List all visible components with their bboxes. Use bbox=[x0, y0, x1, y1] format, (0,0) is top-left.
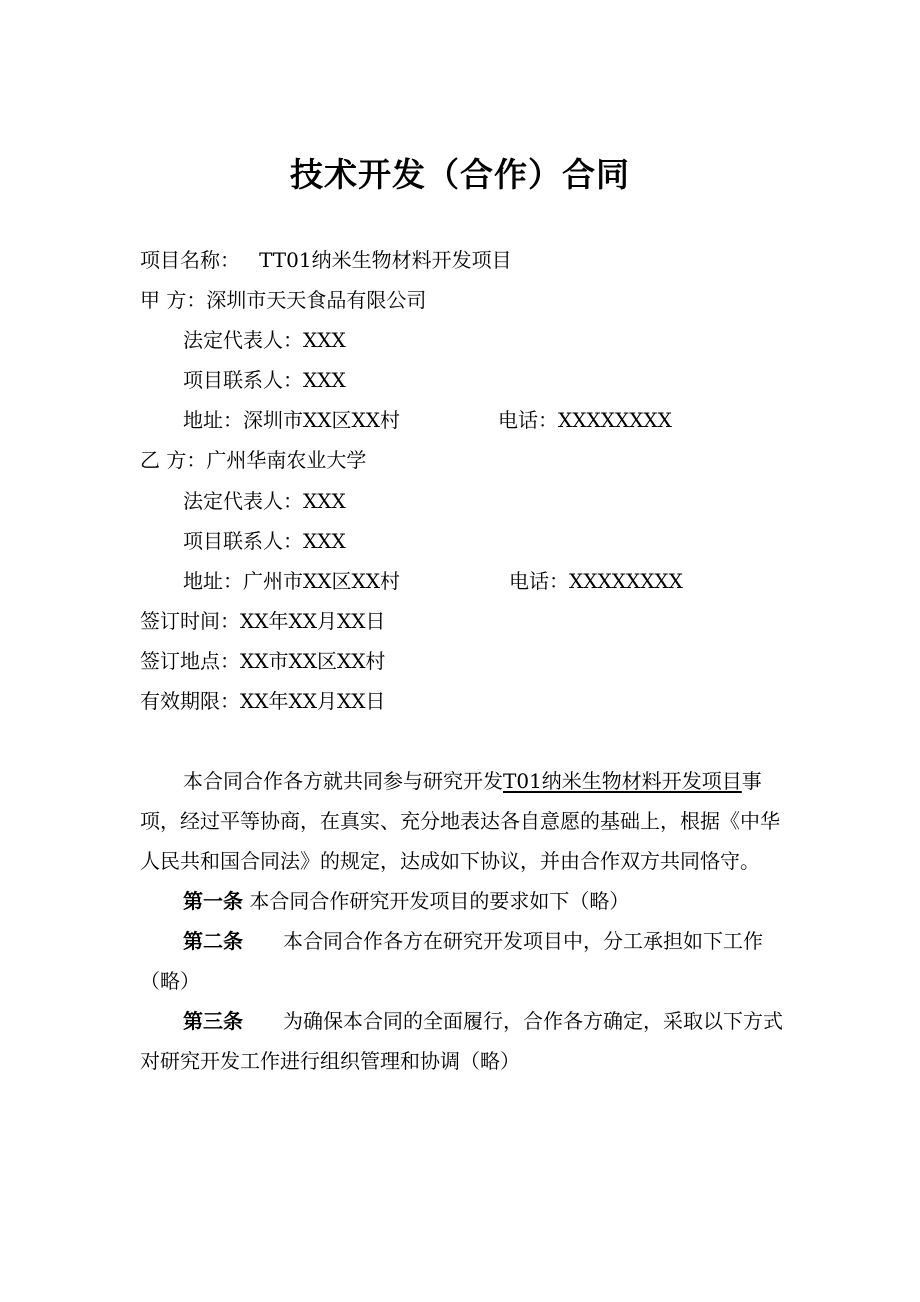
party-b-contact: 项目联系人：XXX bbox=[183, 529, 346, 553]
party-a-legal-rep: 法定代表人：XXX bbox=[183, 328, 346, 352]
sign-time: 签订时间：XX年XX月XX日 bbox=[140, 609, 386, 633]
article-1-heading: 第一条 bbox=[183, 889, 243, 913]
document-title: 技术开发（合作）合同 bbox=[290, 155, 630, 194]
article-3 bbox=[140, 1001, 788, 1081]
party-a-address: 地址：深圳市XX区XX村 bbox=[183, 408, 400, 432]
party-b-legal-rep: 法定代表人：XXX bbox=[183, 489, 346, 513]
article-2 bbox=[140, 921, 788, 1001]
sign-place: 签订地点：XX市XX区XX村 bbox=[140, 649, 386, 673]
party-a-contact: 项目联系人：XXX bbox=[183, 368, 346, 392]
article-2-text: 本合同合作各方在研究开发项目中，分工承担如下工作（略） bbox=[140, 929, 763, 993]
article-3-heading: 第三条 bbox=[183, 1009, 243, 1033]
project-name-label: 项目名称： bbox=[140, 248, 240, 272]
article-1-text: 本合同合作研究开发项目的要求如下（略） bbox=[243, 889, 630, 913]
preamble-text-before: 本合同合作各方就共同参与研究开发 bbox=[183, 769, 503, 793]
validity-period: 有效期限：XX年XX月XX日 bbox=[140, 689, 386, 713]
party-b-address: 地址：广州市XX区XX村 bbox=[183, 569, 400, 593]
party-a-phone: 电话：XXXXXXXX bbox=[498, 408, 672, 432]
contract-body bbox=[140, 761, 788, 1081]
preamble-paragraph bbox=[140, 761, 788, 881]
project-name-line bbox=[140, 246, 512, 274]
party-b-phone: 电话：XXXXXXXX bbox=[509, 569, 683, 593]
project-name-value: TT01纳米生物材料开发项目 bbox=[259, 248, 512, 272]
preamble-project-name: T01纳米生物材料开发项目 bbox=[503, 769, 742, 793]
article-2-heading: 第二条 bbox=[183, 929, 243, 953]
article-1 bbox=[140, 881, 788, 921]
preamble-text-after: 事项，经过平等协商，在真实、充分地表达各自意愿的基础上，根据《中华人民共和国合同法》的规定，达成如下协议，并由合作双方共同恪守。 bbox=[140, 769, 780, 873]
party-b-heading: 乙 方：广州华南农业大学 bbox=[140, 448, 367, 472]
party-a-heading: 甲 方：深圳市天天食品有限公司 bbox=[140, 288, 427, 312]
article-3-text: 为确保本合同的全面履行，合作各方确定，采取以下方式对研究开发工作进行组织管理和协调（略） bbox=[140, 1009, 783, 1073]
